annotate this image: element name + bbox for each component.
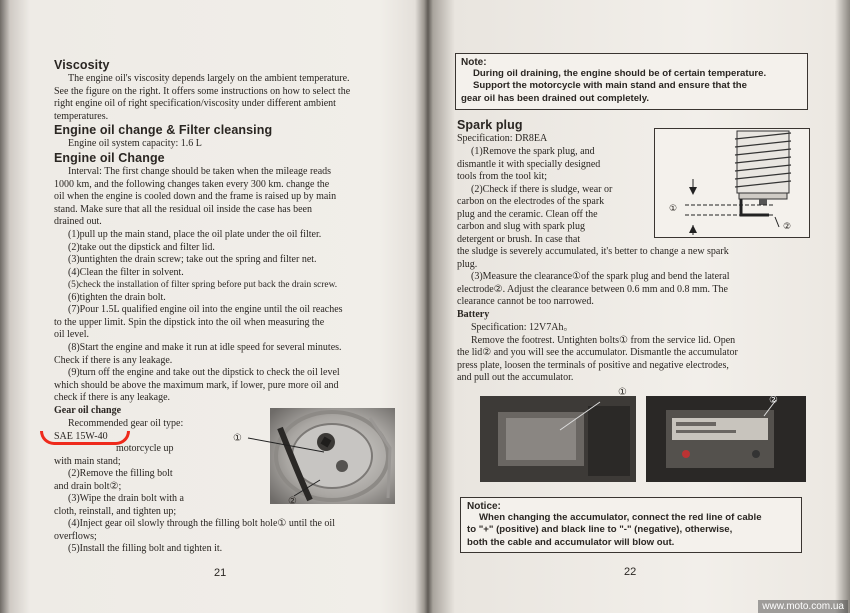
gear-oil-line: and drain bolt②; [54,480,122,492]
notice-title: Notice: [467,501,501,512]
oil-change-line: stand. Make sure that all the residual oil inside the case has been [54,203,312,215]
gear-oil-heading: Gear oil change [54,405,122,416]
oil-change-step: (4)Clean the filter in solvent. [68,266,184,278]
battery-photo-2 [646,396,806,482]
oil-change-line: 1000 km, and the following changes taken every 300 km. change the [54,178,330,190]
battery-spec: Specification: 12V7Ah。 [471,322,574,333]
note-line: gear oil has been drained out completely. [461,92,650,104]
notice-box [460,497,802,553]
notice-line: both the cable and accumulator will blow out. [467,536,675,548]
gap-callout: ① [669,204,678,214]
spark-plug-step: (3)Measure the clearance①of the spark plug and bend the lateral [471,271,730,282]
spark-plug-line: carbon and slug with spark plug [457,221,586,232]
battery-line: press plate, loosen the terminals of positive and negative electrodes, [457,359,729,371]
spark-plug-line: dismantle it with specially designed [457,158,601,170]
oil-change-step: (6)tighten the drain bolt. [68,291,166,303]
spark-plug-heading: Spark plug [457,118,523,132]
viscosity-line: See the figure on the right. It offers some instructions on how to select the [54,85,351,97]
battery-callout-1: ① [618,387,627,398]
oil-change-line: oil when the engine is cooled down and the frame is raised up by main [54,191,337,202]
note-line: Support the motorcycle with main stand and ensure that the [473,80,747,92]
callout-2: ② [288,496,297,507]
oil-change-line: to the upper limit. Spin the dipstick into the oil when measuring the [54,316,325,328]
page-number: 22 [624,566,637,578]
battery-line: Remove the footrest. Untighten bolts① from the service lid. Open [471,334,736,346]
spark-plug-line: carbon on the electrodes of the spark [457,196,605,207]
gear-oil-step: (5)Install the filling bolt and tighten it. [68,543,223,554]
oil-change-line: check if there is any leakage. [54,392,171,403]
oil-change-step: (5)check the installation of filter spring before put back the drain screw. [68,280,338,290]
gear-oil-recommended: Recommended gear oil type: [68,418,184,429]
oil-capacity: Engine oil system capacity: 1.6 L [68,138,202,149]
spark-plug-step: (2)Check if there is sludge, wear or [471,183,613,195]
oil-change-step: (2)take out the dipstick and filter lid. [68,241,215,253]
battery-line: the lid② and you will see the accumulator. Dismantle the accumulator [457,347,738,358]
battery-line: and pull out the accumulator. [457,372,574,383]
battery-photo-1 [480,396,636,482]
spark-plug-line: electrode②. Adjust the clearance between 0.6 mm and 0.8 mm. The [457,283,728,295]
oil-change-step: (7)Pour 1.5L qualified engine oil into the engine until the oil reaches [68,304,343,315]
viscosity-line: temperatures. [54,110,109,122]
page-number: 21 [214,567,227,579]
filter-heading: Engine oil change & Filter cleansing [54,123,273,137]
site-watermark: www.moto.com.ua [758,600,848,613]
oil-change-step: (8)Start the engine and make it run at idle speed for several minutes. [68,342,342,353]
gear-oil-step: (4)Inject gear oil slowly through the filling bolt hole① until the oil [68,518,335,529]
spark-plug-diagram [654,128,810,238]
note-line: During oil draining, the engine should be of certain temperature. [473,68,767,79]
oil-change-step: (3)untighten the drain screw; take out the spring and filter net. [68,254,317,265]
viscosity-line: right engine oil of right specification/viscosity under different ambient [54,98,336,109]
gear-oil-type: SAE 15W-40 [54,430,108,442]
electrode-callout: ② [783,222,792,232]
spark-plug-spec: Specification: DR8EA [457,133,548,144]
battery-callout-2: ② [769,395,778,406]
gear-oil-step: (2)Remove the filling bolt [68,468,173,479]
oil-change-heading: Engine oil Change [54,151,165,165]
spark-plug-line: plug. [457,258,478,270]
spark-plug-line: plug and the ceramic. Clean off the [457,208,598,220]
oil-change-line: which should be above the maximum mark, if lower, pure more oil and [54,379,339,391]
oil-change-line: oil level. [54,329,89,340]
oil-change-step: (1)pull up the main stand, place the oil plate under the oil filter. [68,229,322,240]
spark-plug-line: tools from the tool kit; [457,171,547,182]
gear-oil-line: cloth, reinstall, and tighten up; [54,505,177,517]
leader-lines [240,430,330,505]
page-22 [428,0,850,613]
spark-plug-step: (1)Remove the spark plug, and [471,146,595,157]
gear-oil-line: with main stand; [54,455,121,467]
gear-oil-line: motorcycle up [116,443,174,454]
oil-change-line: drained out. [54,216,102,227]
note-title: Note: [461,57,487,68]
notice-line: to "+" (positive) and black line to "-" (negative), otherwise, [467,524,733,536]
spark-plug-line: clearance cannot be too narrowed. [457,296,594,307]
gear-oil-step: (3)Wipe the drain bolt with a [68,493,184,504]
viscosity-line: The engine oil's viscosity depends largely on the ambient temperature. [68,73,350,84]
oil-change-line: Interval: The first change should be taken when the mileage reads [68,166,332,177]
gear-oil-line: overflows; [54,530,97,542]
note-box [455,53,808,110]
spark-plug-line: detergent or brush. In case that [457,233,581,245]
oil-change-line: Check if there is any leakage. [54,354,173,366]
spark-plug-line: the sludge is severely accumulated, it's better to change a new spark [457,246,729,257]
notice-line: When changing the accumulator, connect the red line of cable [479,512,762,523]
callout-1: ① [233,433,242,444]
oil-change-step: (9)turn off the engine and take out the dipstick to check the oil level [68,367,340,378]
battery-heading: Battery [457,309,490,320]
viscosity-heading: Viscosity [54,58,110,72]
